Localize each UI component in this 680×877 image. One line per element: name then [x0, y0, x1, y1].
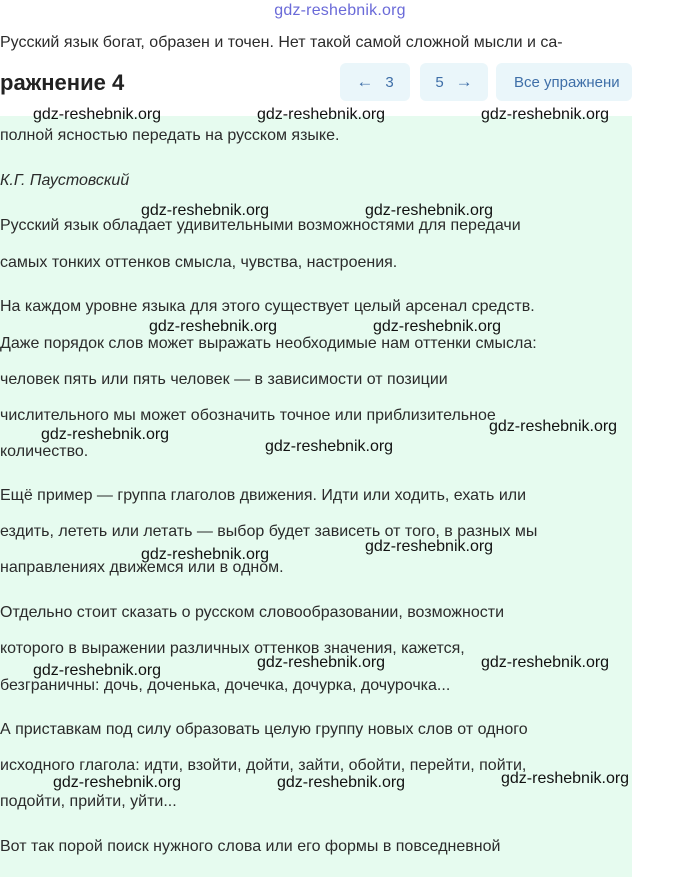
watermark: gdz-reshebnik.org — [53, 774, 182, 791]
text-line: человек пять или пять человек — в зависимости от позиции — [0, 371, 448, 388]
watermark: gdz-reshebnik.org — [481, 654, 610, 671]
watermark: gdz-reshebnik.org — [277, 774, 406, 791]
next-exercise-button[interactable] — [420, 63, 488, 101]
text-line: безграничны: дочь, доченька, дочечка, дочурка, дочурочка... — [0, 677, 451, 694]
watermark: gdz-reshebnik.org — [33, 106, 162, 123]
text-line: исходного глагола: идти, взойти, дойти, зайти, обойти, перейти, пойти, — [0, 757, 527, 774]
text-line: ездить, лететь или летать — выбор будет зависеть от того, в разных мы — [0, 523, 538, 540]
text-line: количество. — [0, 443, 89, 460]
watermark: gdz-reshebnik.org — [257, 654, 386, 671]
text-line: Ещё пример — группа глаголов движения. Идти или ходить, ехать или — [0, 487, 527, 504]
watermark: gdz-reshebnik.org — [141, 202, 270, 219]
next-exercise-number: 5 — [435, 73, 444, 91]
watermark: gdz-reshebnik.org — [365, 202, 494, 219]
text-line: Отдельно стоит сказать о русском словообразовании, возможности — [0, 604, 505, 621]
watermark: gdz-reshebnik.org — [265, 438, 394, 455]
exercise-title: ражнение 4 — [0, 70, 125, 95]
watermark: gdz-reshebnik.org — [149, 318, 278, 335]
text-line: полной ясностью передать на русском языке. — [0, 127, 340, 144]
watermark: gdz-reshebnik.org — [365, 538, 494, 555]
text-line: А приставкам под силу образовать целую группу новых слов от одного — [0, 721, 528, 738]
text-line: Вот так порой поиск нужного слова или его формы в повседневной — [0, 838, 501, 855]
text-line: Даже порядок слов может выражать необходимые нам оттенки смысла: — [0, 335, 537, 352]
previous-exercise-number: 3 — [385, 73, 394, 91]
watermark: gdz-reshebnik.org — [501, 770, 630, 787]
text-line: которого в выражении различных оттенков значения, кажется, — [0, 640, 465, 657]
previous-exercise-button[interactable] — [340, 63, 410, 101]
text-line: подойти, прийти, уйти... — [0, 793, 177, 810]
all-exercises-button[interactable]: Все упражнени — [496, 63, 632, 101]
text-line: Русский язык обладает удивительными возможностями для передачи — [0, 217, 521, 234]
intro-text-line: Русский язык богат, образен и точен. Нет такой самой сложной мысли и са- — [0, 34, 563, 51]
watermark: gdz-reshebnik.org — [257, 106, 386, 123]
site-logo[interactable]: gdz-reshebnik.org — [274, 2, 406, 19]
watermark: gdz-reshebnik.org — [141, 546, 270, 563]
text-line: самых тонких оттенков смысла, чувства, настроения. — [0, 254, 398, 271]
text-line: числительного мы может обозначить точное или приблизительное — [0, 407, 496, 424]
watermark: gdz-reshebnik.org — [33, 662, 162, 679]
watermark: gdz-reshebnik.org — [41, 426, 170, 443]
watermark: gdz-reshebnik.org — [373, 318, 502, 335]
text-line: На каждом уровне языка для этого существует целый арсенал средств. — [0, 298, 535, 315]
watermark: gdz-reshebnik.org — [489, 418, 618, 435]
arrow-right-icon: → — [455, 72, 473, 91]
watermark: gdz-reshebnik.org — [481, 106, 610, 123]
text-line: направлениях движемся или в одном. — [0, 559, 284, 576]
arrow-left-icon: ← — [356, 72, 374, 91]
author-attribution: К.Г. Паустовский — [0, 172, 130, 189]
